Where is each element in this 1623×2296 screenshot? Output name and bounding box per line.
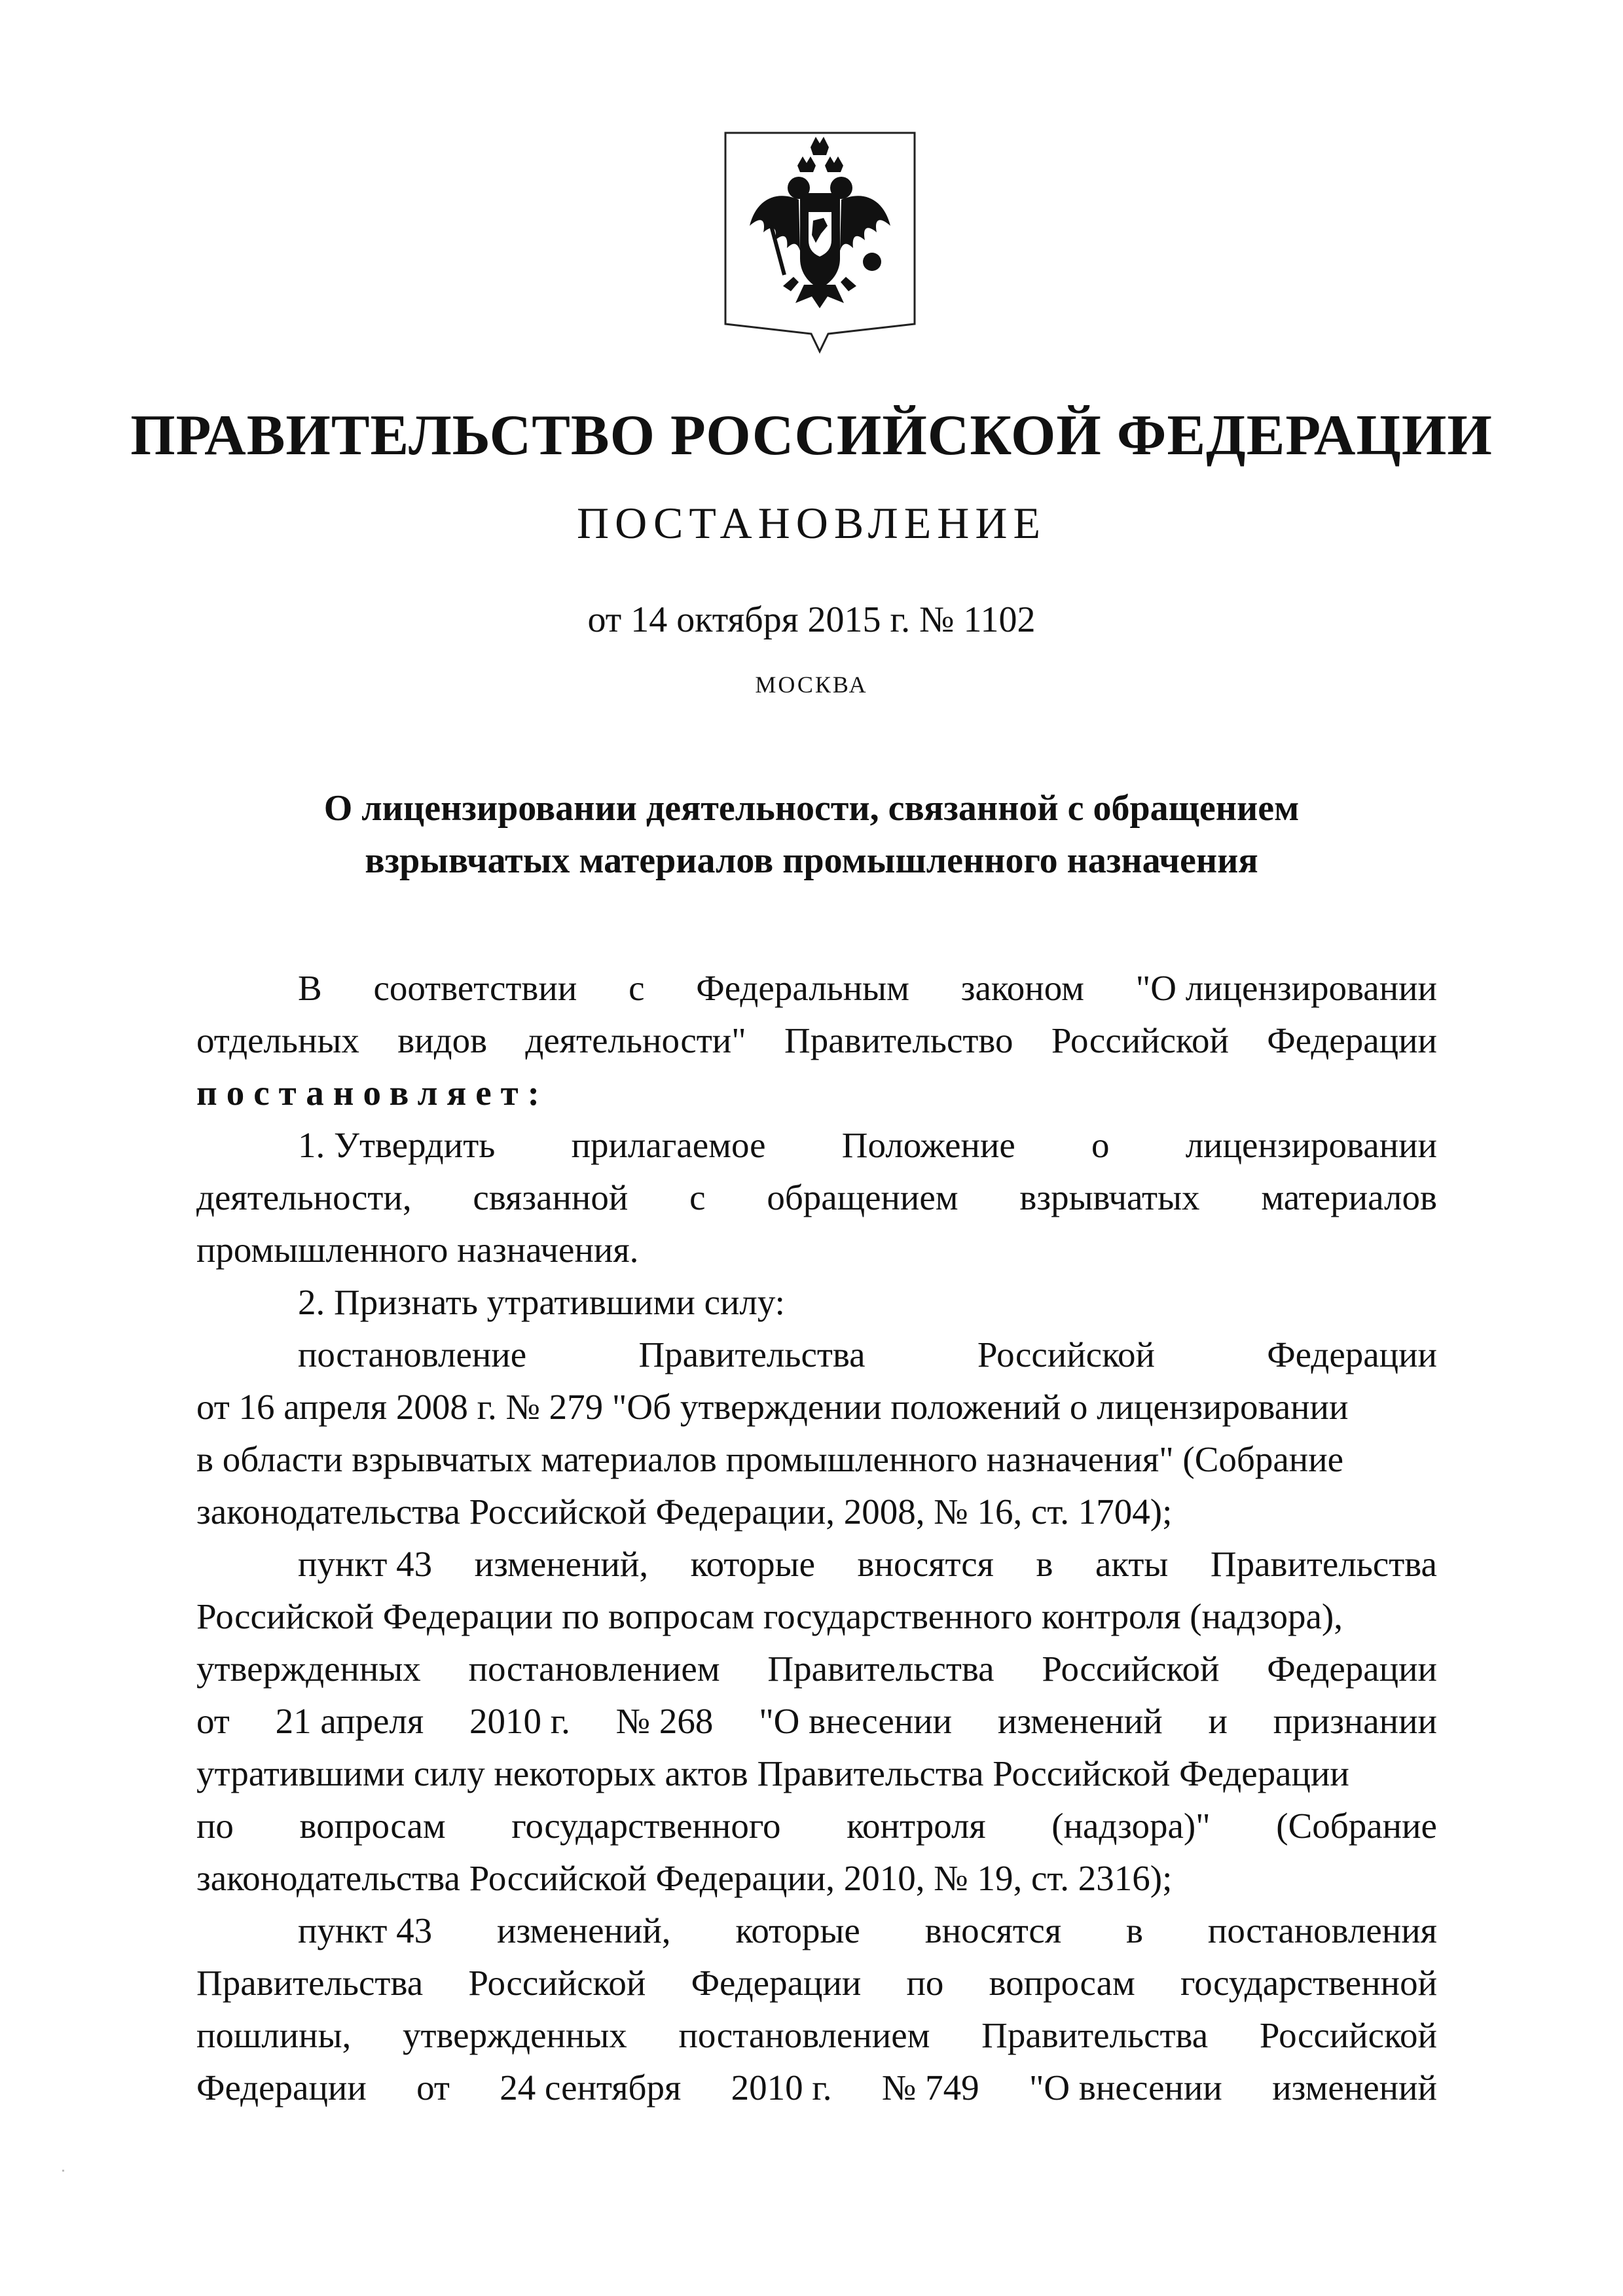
body-line: законодательства Российской Федерации, 2010, № 19, ст. 2316); bbox=[196, 1858, 1173, 1898]
body-line: постановление Правительства Российской Федерации bbox=[298, 1335, 1437, 1374]
subject-line: О лицензировании деятельности, связанной с обращением bbox=[323, 788, 1300, 829]
document-type: ПОСТАНОВЛЕНИЕ bbox=[576, 498, 1047, 548]
body-line: 1. Утвердить прилагаемое Положение о лицензировании bbox=[298, 1125, 1437, 1165]
body-line: Федерации от 24 сентября 2010 г. № 749 "О внесении изменений bbox=[196, 2068, 1437, 2108]
body-line: промышленного назначения. bbox=[196, 1230, 639, 1270]
scan-artifact bbox=[62, 2170, 64, 2172]
document-date-number: от 14 октября 2015 г. № 1102 bbox=[587, 600, 1036, 640]
body-line: от 21 апреля 2010 г. № 268 "О внесении изменений и признании bbox=[196, 1701, 1437, 1741]
body-line: законодательства Российской Федерации, 2008, № 16, ст. 1704); bbox=[196, 1492, 1173, 1532]
body-line: утратившими силу некоторых актов Правительства Российской Федерации bbox=[196, 1753, 1349, 1793]
body-line: отдельных видов деятельности" Правительство Российской Федерации bbox=[196, 1020, 1437, 1060]
document-body bbox=[196, 962, 1437, 2114]
body-line: 2. Признать утратившими силу: bbox=[298, 1282, 785, 1322]
body-line: деятельности, связанной с обращением взрывчатых материалов bbox=[196, 1177, 1437, 1217]
body-line: пошлины, утвержденных постановлением Правительства Российской bbox=[196, 2015, 1437, 2055]
body-line: пункт 43 изменений, которые вносятся в постановления bbox=[298, 1910, 1437, 1950]
body-line: В соответствии с Федеральным законом "О лицензировании bbox=[298, 968, 1437, 1008]
body-line: в области взрывчатых материалов промышленного назначения" (Собрание bbox=[196, 1439, 1344, 1479]
body-line bbox=[196, 1067, 1437, 1119]
body-line: от 16 апреля 2008 г. № 279 "Об утверждении положений о лицензировании bbox=[196, 1387, 1349, 1427]
body-line: Правительства Российской Федерации по вопросам государственной bbox=[196, 1963, 1437, 2003]
coat-of-arms-emblem bbox=[720, 128, 920, 363]
body-line: пункт 43 изменений, которые вносятся в акты Правительства bbox=[298, 1544, 1437, 1584]
subject-line: взрывчатых материалов промышленного назначения bbox=[365, 840, 1258, 881]
resolves-word: постановляет: bbox=[196, 1073, 549, 1113]
body-line: Российской Федерации по вопросам государственного контроля (надзора), bbox=[196, 1596, 1343, 1636]
document-subject bbox=[0, 782, 1623, 887]
body-line: по вопросам государственного контроля (надзора)" (Собрание bbox=[196, 1806, 1437, 1846]
russian-coat-of-arms-icon bbox=[720, 128, 920, 363]
document-city: МОСКВА bbox=[755, 672, 868, 698]
body-line: утвержденных постановлением Правительства Российской Федерации bbox=[196, 1649, 1437, 1689]
government-title: ПРАВИТЕЛЬСТВО РОССИЙСКОЙ ФЕДЕРАЦИИ bbox=[130, 404, 1493, 467]
